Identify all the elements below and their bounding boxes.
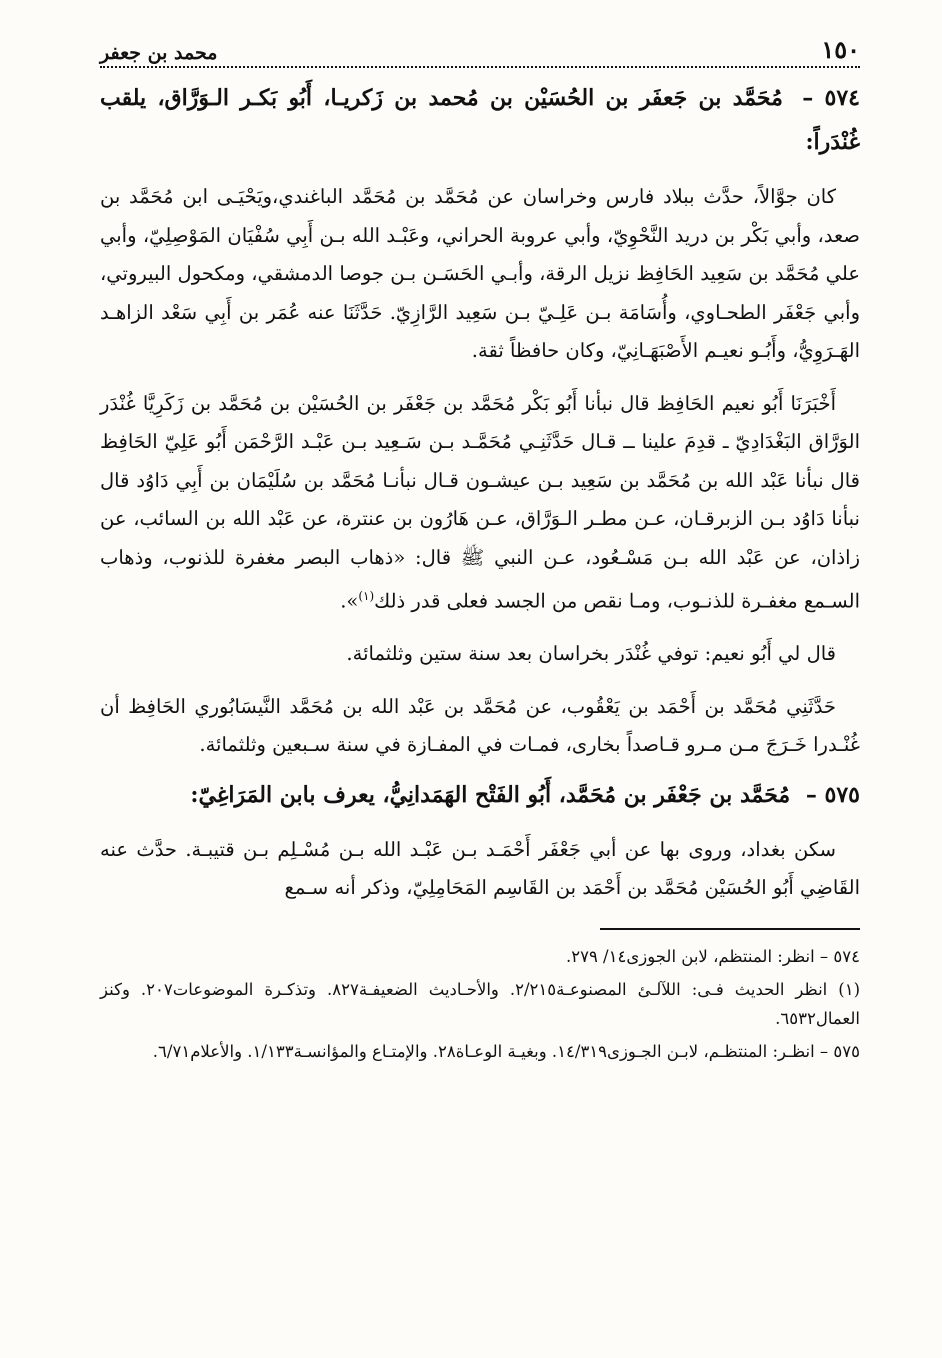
footnote-reference: (١) bbox=[358, 589, 375, 603]
running-title: محمد بن جعفر bbox=[100, 42, 218, 64]
footnote: (١) انظر الحديث فـى: اللآلـئ المصنوعـة٢/٢١٥. والأحـاديث الضعيفـة٨٢٧. وتذكـرة الموضوعات٢٠٧. وكنز العمال٦٥٣٢. bbox=[100, 979, 860, 1028]
paragraph-hadith bbox=[100, 385, 860, 622]
page-number: ١٥٠ bbox=[821, 35, 860, 64]
entry-title: مُحَمَّد بن جَعْفَر بن مُحَمَّد، أَبُو الفَتْح الهَمَدانِيُّ، يعرف بابن المَرَاغِيّ: bbox=[190, 781, 791, 808]
quote-close: ». bbox=[340, 589, 359, 613]
paragraph: كان جوَّالاً، حدَّث ببلاد فارس وخراسان عن مُحَمَّد بن مُحَمَّد الباغندي،ويَحْيَـى ابن مُحَمَّد بن صعد، وأبي بَكْر بن دريد النَّحْوِيّ، وأبي عروبة الحراني، وعَبْـد الله بـن أَبِي سُفْيَان المَوْصِلِيّ، وأبي علي مُحَمَّد بن سَعِيد الحَافِظ نزيل الرقة، وأبـي الحَسَـن بـن جوصا الدمشقي، ومكحول البيروتي، وأبي جَعْفَر الطحـاوي، وأُسَامَة بـن عَلِـيّ بـن سَعِيد الرَّازِيّ. حَدَّثَنَا عنه عُمَر بن أَبِي سَعْد الزاهـد الهَـرَوِيُّ، وأَبُـو نعيـم الأَصْبَهَـانِيّ، وكان حافظاً ثقة. bbox=[100, 185, 860, 362]
paragraph: قال لي أَبُو نعيم: توفي غُنْدَر بخراسان بعد سنة ستين وثلثمائة. bbox=[346, 642, 836, 665]
book-page bbox=[100, 28, 860, 1070]
entry-title: مُحَمَّد بن جَعفَر بن الحُسَيْن بن مُحمد بن زَكريـا، أَبُو بَكـر الـوَرَّاق، يلقب غُنْدَراً: bbox=[100, 85, 860, 155]
entry-number: ٥٧٤ – bbox=[802, 85, 860, 111]
footnote-separator bbox=[600, 928, 860, 930]
footnotes bbox=[100, 942, 860, 1066]
page-header bbox=[100, 28, 860, 68]
entry-number: ٥٧٥ – bbox=[805, 781, 860, 808]
hadith-text: أَخْبَرَنَا أَبُو نعيم الحَافِظ قال نبأنا أَبُو بَكْر مُحَمَّد بن جَعْفَر بن الحُسَيْن بن مُحَمَّد بن زَكَرِيَّا غُنْدَر الوَرَّاق البَغْدَادِيّ ـ قدِمَ علينا ــ قـال حَدَّثَنِـي مُحَمَّـد بـن سَـعِيد بـن عَبْـد الرَّحْمَن أَبُو عَلِيّ الحَافِظ قال نبأنا عَبْد الله بن مُحَمَّد بن سَعِيد بـن عيشـون قـال نبأنـا مُحَمَّد بن سُلَيْمَان بن أَبِي دَاوُد قال نبأنا دَاوُد بـن الزبرقـان، عـن مطـر الـوَرَّاق، عـن هَارُون بن عنترة، عن عَبْد الله بن السائب، عن زاذان، عن عَبْد الله بـن مَسْـعُود، عـن النبي ﷺ قال: «ذهاب البصر مغفرة للذنوب، وذهاب السـمع مغفـرة للذنـوب، ومـا نقص من الجسد فعلى قدر ذلك bbox=[100, 391, 860, 613]
entry-heading-574 bbox=[100, 76, 860, 164]
entry-heading-575 bbox=[100, 773, 860, 817]
paragraph: سكن بغداد، وروى بها عن أبي جَعْفَر أَحْمَـد بـن عَبْـد الله بـن مُسْـلِم بـن قتيبـة. حدَّث عنه القَاضِي أَبُو الحُسَيْن مُحَمَّد بن أَحْمَد بن القَاسِم المَحَامِلِيّ، وذكر أنه سـمع bbox=[100, 837, 860, 899]
footnote: ٥٧٤ – انظر: المنتظم، لابن الجوزى١٤/ ٢٧٩. bbox=[565, 946, 860, 966]
footnote: ٥٧٥ – انظـر: المنتظـم، لابـن الجـوزى١٤/٣١٩. وبغيـة الوعـاة٢٨. والإمتـاع والمؤانسـة١/١٣٣. والأعلام٦/٧١. bbox=[152, 1041, 860, 1061]
paragraph: حَدَّثَنِي مُحَمَّد بن أَحْمَد بن يَعْقُوب، عن مُحَمَّد بن عَبْد الله بن مُحَمَّد النَّيسَابُوري الحَافِظ أن غُنْـدرا خَـرَجَ مـن مـرو قـاصداً بخارى، فمـات في المفـازة في سنة سـبعين وثلثمائة. bbox=[100, 694, 860, 756]
